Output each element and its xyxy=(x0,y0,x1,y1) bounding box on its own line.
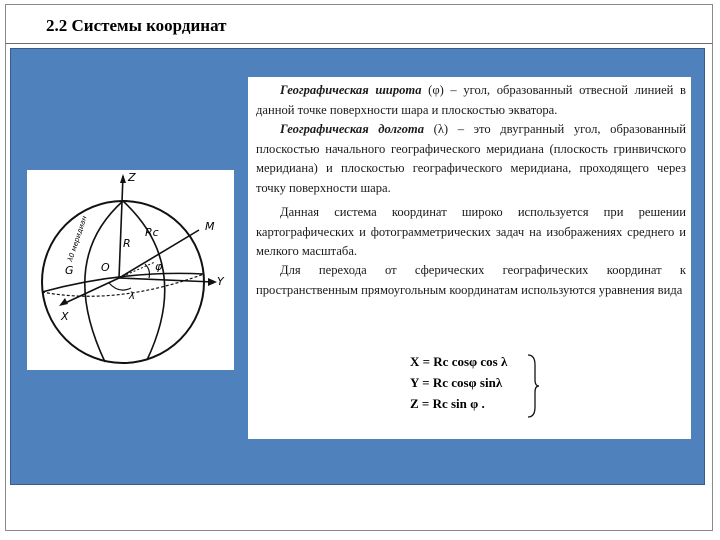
formula-block xyxy=(410,351,507,414)
transform-paragraph: Для перехода от сферических географических координат к пространственным прямоугольным координатам используются уравнения вида xyxy=(256,263,686,297)
z-arrow xyxy=(120,174,126,183)
label-y: Y xyxy=(217,275,224,288)
label-rc: Rc xyxy=(145,226,159,239)
formula-x: X = Rc cosφ cos λ xyxy=(410,354,508,369)
lambda-arc xyxy=(109,283,131,290)
sphere-outline xyxy=(42,201,204,363)
x-axis xyxy=(63,278,119,304)
label-z: Z xyxy=(128,171,136,184)
label-r: R xyxy=(123,237,131,250)
x-arrow xyxy=(59,298,68,306)
latitude-paragraph xyxy=(256,81,686,120)
usage-paragraph: Данная система координат широко используется при решении картографических и фотограмметрических задач на изображениях среднего и мелкого масштаба. xyxy=(256,205,686,258)
label-meridian: λ0 меридиан xyxy=(66,214,89,263)
formula-z: Z = Rc sin φ . xyxy=(410,396,485,411)
longitude-term: Географическая долгота xyxy=(280,122,425,136)
slide-title: 2.2 Системы координат xyxy=(46,16,227,35)
longitude-definition: (λ) – это двугранный угол, образованный плоскостью начального географического меридиана (плоскость гринвичского меридиана) и плоскостью географического меридиана, проходящего через точку поверхности шара. xyxy=(256,122,686,195)
label-x: X xyxy=(61,310,69,323)
z-axis xyxy=(119,176,123,278)
y-arrow xyxy=(208,278,217,286)
sphere-diagram xyxy=(27,170,234,370)
sphere-diagram-svg xyxy=(27,170,234,370)
label-lambda: λ xyxy=(129,291,135,302)
equator-back xyxy=(42,274,204,296)
latitude-term: Географическая широта xyxy=(280,83,422,97)
label-g: G xyxy=(65,264,74,277)
longitude-paragraph xyxy=(256,120,686,198)
label-m: M xyxy=(205,220,215,233)
text-box xyxy=(248,77,691,439)
label-phi: φ xyxy=(155,260,163,273)
y-axis xyxy=(119,278,213,282)
latitude-definition: (φ) – угол, образованный отвесной линией в данной точке поверхности шара и плоскостью экватора. xyxy=(256,83,686,117)
point-meridian xyxy=(123,201,165,360)
formula-y: Y = Rc cosφ sinλ xyxy=(410,375,503,390)
label-o: O xyxy=(101,261,110,274)
formula-brace xyxy=(526,353,540,419)
